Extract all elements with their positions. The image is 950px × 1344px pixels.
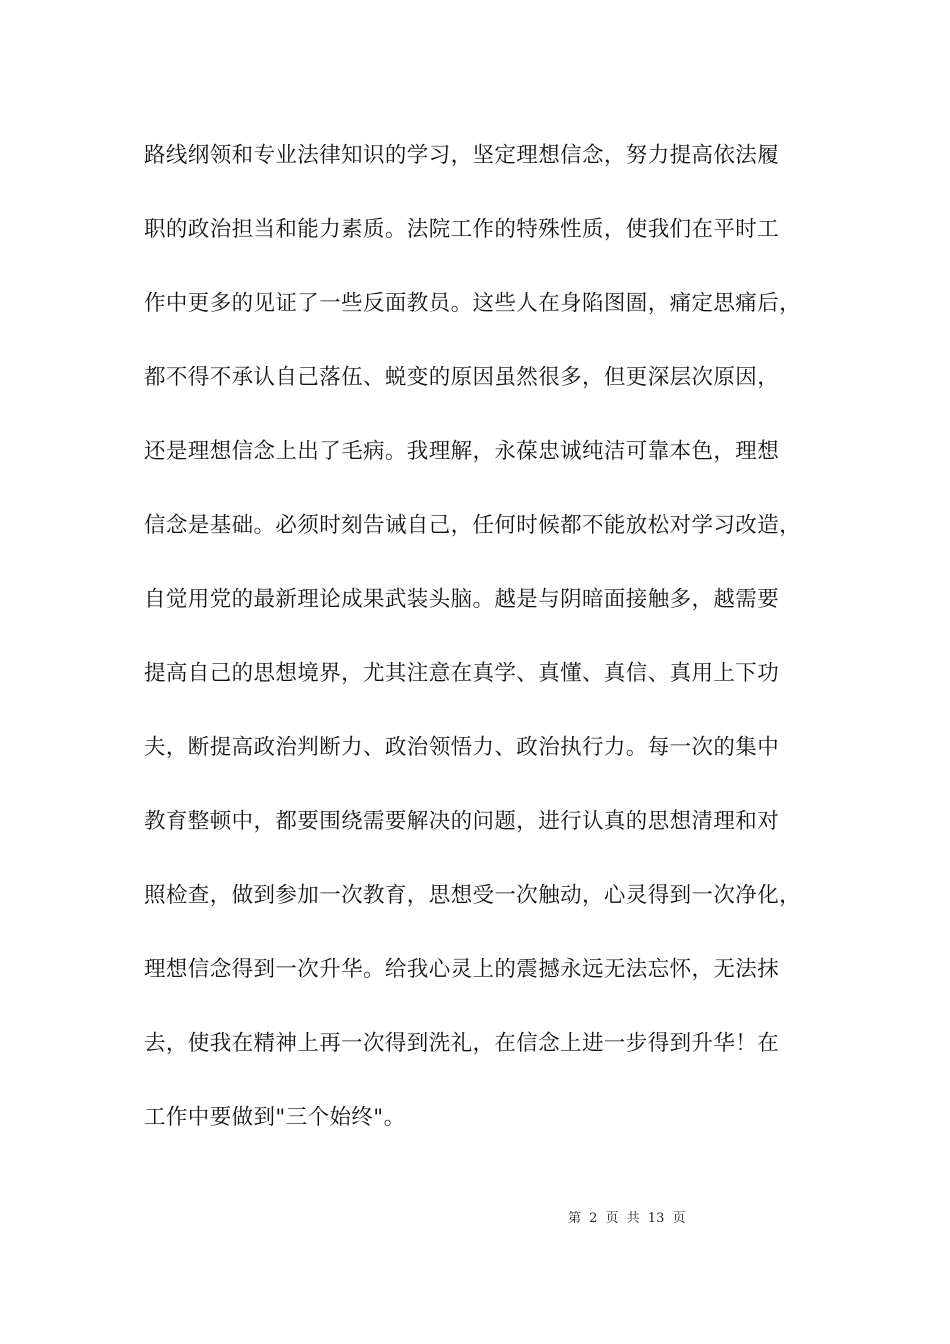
text-line: 路线纲领和专业法律知识的学习，坚定理想信念，努力提高依法履 — [144, 143, 780, 168]
text-line: 照检查，做到参加一次教育，思想受一次触动，心灵得到一次净化， — [144, 883, 802, 908]
text-line: 信念是基础。必须时刻告诫自己，任何时候都不能放松对学习改造， — [144, 513, 802, 538]
text-line: 提高自己的思想境界，尤其注意在真学、真懂、真信、真用上下功 — [144, 661, 780, 686]
text-line: 自觉用党的最新理论成果武装头脑。越是与阴暗面接触多，越需要 — [144, 587, 780, 612]
text-line: 都不得不承认自己落伍、蜕变的原因虽然很多，但更深层次原因， — [144, 365, 780, 390]
body-paragraph — [144, 133, 834, 1169]
text-line: 作中更多的见证了一些反面教员。这些人在身陷图圄，痛定思痛后， — [144, 291, 802, 316]
text-line: 夫，断提高政治判断力、政治领悟力、政治执行力。每一次的集中 — [144, 735, 780, 760]
text-line: 理想信念得到一次升华。给我心灵上的震撼永远无法忘怀，无法抹 — [144, 957, 780, 982]
text-line: 去，使我在精神上再一次得到洗礼，在信念上进一步得到升华！在 — [144, 1031, 780, 1056]
text-line: 教育整顿中，都要围绕需要解决的问题，进行认真的思想清理和对 — [144, 809, 780, 834]
text-line: 工作中要做到"三个始终"。 — [144, 1105, 406, 1130]
page-number: 第 2 页 共 13 页 — [568, 1211, 686, 1226]
text-line: 还是理想信念上出了毛病。我理解，永葆忠诚纯洁可靠本色，理想 — [144, 439, 780, 464]
text-line: 职的政治担当和能力素质。法院工作的特殊性质，使我们在平时工 — [144, 217, 780, 242]
